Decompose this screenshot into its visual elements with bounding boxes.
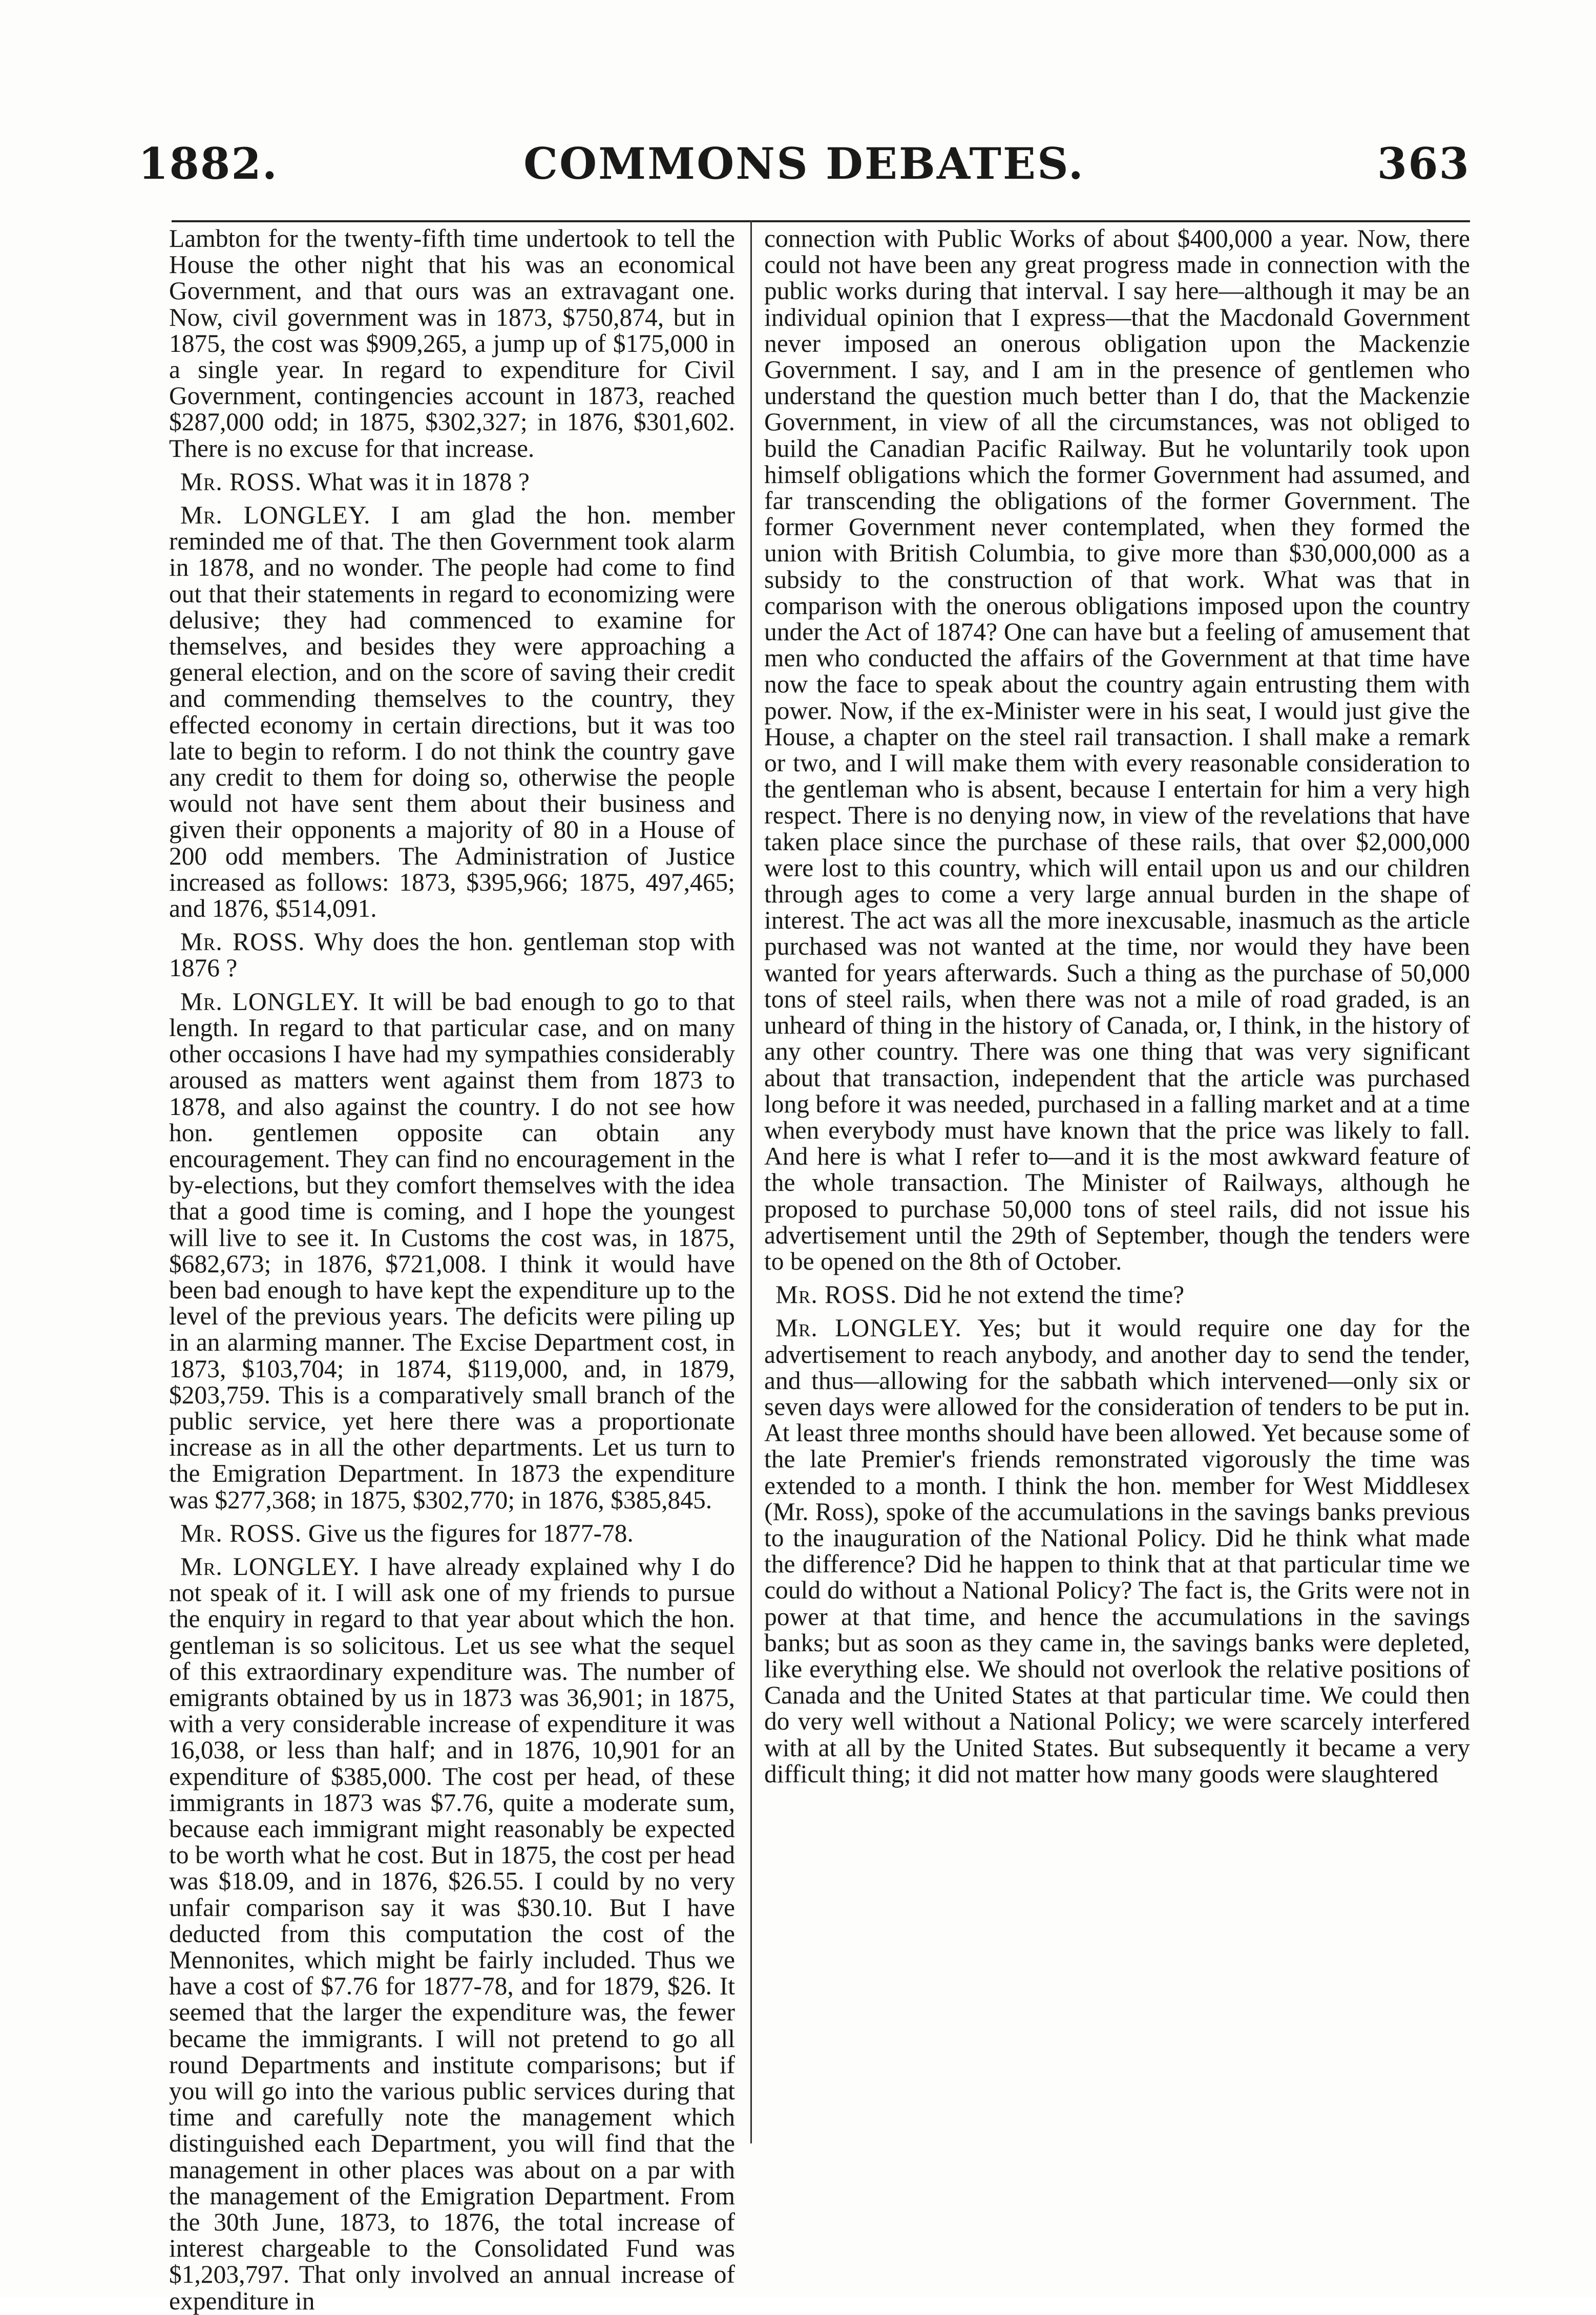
paragraph-text: Give us the figures for 1877-78. [308,1519,634,1547]
speaker-name: Mr. ROSS. [180,928,305,956]
paragraph-text: connection with Public Works of about $400,000 a year. Now, there could not have been any great progress made in connection with the public works during that interval. I say here—although it may be an individual opinion that I express—that the Macdonald Government never imposed an onerous obligation upon the Mackenzie Government. I say, and I am in the presence of gentlemen who understand the question much better than I do, that the Mackenzie Government, in view of all the circumstances, was not obliged to build the Canadian Pacific Railway. But he voluntarily took upon himself obligations which the former Government had assumed, and far transcending the obligations of the former Government. The former Government never contemplated, when they formed the union with British Columbia, to give more than $30,000,000 as a subsidy to the construction of that work. What was that in comparison with the onerous obligations imposed upon the country under the Act of 1874? One can have but a feeling of amusement that men who conducted the affairs of the Government at that time have now the face to speak about the country again entrusting them with power. Now, if the ex-Minister were in his seat, I would just give the House, a chapter on the steel rail transaction. I shall make a remark or two, and I will make them with every reasonable consideration to the gentleman who is absent, because I entertain for him a very high respect. There is no denying now, in view of the revelations that have taken place since the purchase of these rails, that over $2,000,000 were lost to this country, which will entail upon us and our children through ages to come a very large annual burden in the shape of interest. The act was all the more inexcusable, inasmuch as the article purchased was not wanted at the time, nor would they have been wanted for years afterwards. Such a thing as the purchase of 50,000 tons of steel rails, when there was not a mile of road graded, is an unheard of thing in the history of Canada, or, I think, in the history of any other country. There was one thing that was very significant about that transaction, independent that the article was purchased long before it was needed, purchased in a falling market and at a time when everybody must have known that the price was likely to fall. And here is what I refer to—and it is the most awkward feature of the whole transaction. The Minister of Railways, although he proposed to purchase 50,000 tons of steel rails, did not issue his advertisement until the 29th of September, though the tenders were to be opened on the 8th of October. [764,224,1470,1275]
header-year: 1882. [138,138,279,189]
header-title: COMMONS DEBATES. [523,138,1085,189]
paragraph [764,1281,1470,1308]
paragraph [169,1553,735,2314]
paragraph-text: Why does the hon. gentleman stop with 1876 ? [169,928,736,982]
speaker-name: Mr. ROSS. [180,1519,302,1547]
speaker-name: Mr. ROSS. [180,467,302,496]
paragraph-text: Yes; but it would require one day for the advertisement to reach anybody, and another day to send the tender, and thus—allowing for the sabbath which intervened—only six or seven days were allowed for the consideration of tenders to be put in. At least three months should have been allowed. Yet because some of the late Premier's friends remonstrated vigorously the time was extended to a month. I think the hon. member for West Middlesex (Mr. Ross), spoke of the accumulations in the savings banks previous to the inauguration of the National Policy. Did he think what made the difference? Did he happen to think that at that particular time we could do without a National Policy? The fact is, the Grits were not in power at that time, and hence the accumulations in the savings banks; but as soon as they came in, the savings banks were depleted, like everything else. We should not overlook the relative positions of Canada and the United States at that particular time. We could then do very well without a National Policy; we were scarcely interfered with at all by the United States. But subsequently it became a very difficult thing; it did not matter how many goods were slaughtered [764,1314,1470,1788]
paragraph [169,1520,735,1546]
paragraph [169,469,735,495]
paragraph [764,225,1470,1274]
right-column [764,225,1470,1787]
left-column [169,225,735,2314]
column-divider [750,220,752,2143]
paragraph [169,929,735,981]
header-rule [172,220,1470,222]
paragraph-text: I have already explained why I do not speak of it. I will ask one of my friends to pursue the enquiry in regard to that year about which the hon. gentleman is so solicitous. Let us see what the sequel of this extraordinary expenditure was. The number of emigrants obtained by us in 1873 was 36,901; in 1875, with a very considerable increase of expenditure it was 16,038, or less than half; and in 1876, 10,901 for an expenditure of $385,000. The cost per head, of these immigrants in 1873 was $7.76, quite a moderate sum, because each immigrant might reasonably be expected to be worth what he cost. But in 1875, the cost per head was $18.09, and in 1876, $26.55. I could by no very unfair comparison say it was $30.10. But I have deducted from this computation the cost of the Mennonites, which might be fairly included. Thus we have a cost of $7.76 for 1877-78, and for 1879, $26. It seemed that the larger the expenditure was, the fewer became the immigrants. I will not pretend to go all round Departments and institute comparisons; but if you will go into the various public services during that time and carefully note the management which distinguished each Department, you will find that the management in other places was about on a par with the management of the Emigration Department. From the 30th June, 1873, to 1876, the total increase of interest chargeable to the Consolidated Fund was $1,203,797. That only involved an annual increase of expenditure in [169,1552,735,2315]
speaker-name: Mr. LONGLEY. [180,1552,360,1581]
page-header [138,138,1470,200]
speaker-name: Mr. LONGLEY. [180,501,371,530]
header-page-number: 363 [1377,138,1470,189]
paragraph-text: Did he not extend the time? [903,1280,1185,1309]
paragraph [169,502,735,921]
paragraph-text: It will be bad enough to go to that length. In regard to that particular case, and on many other occasions I have had my sympathies considerably aroused as matters went against them from 1873 to 1878, and also against the country. I do not see how hon. gentlemen opposite can obtain any encouragement. They can find no encouragement in the by-elections, but they comfort themselves with the idea that a good time is coming, and I hope the youngest will live to see it. In Customs the cost was, in 1875, $682,673; in 1876, $721,008. I think it would have been bad enough to have kept the expenditure up to the level of the previous years. The deficits were piling up in an alarming manner. The Excise Department cost, in 1873, $103,704; in 1874, $119,000, and, in 1879, $203,759. This is a comparatively small branch of the public service, yet here there was a proportionate increase as in all the other departments. Let us turn to the Emigration Department. In 1873 the expenditure was $277,368; in 1875, $302,770; in 1876, $385,845. [169,987,735,1514]
speaker-name: Mr. LONGLEY. [180,987,360,1016]
speaker-name: Mr. LONGLEY. [775,1314,962,1342]
paragraph-text: Lambton for the twenty-fifth time undertook to tell the House the other night that his was an economical Government, and that ours was an extravagant one. Now, civil government was in 1873, $750,874, but in 1875, the cost was $909,265, a jump up of $175,000 in a single year. In regard to expenditure for Civil Government, contingencies account in 1873, reached $287,000 odd; in 1875, $302,327; in 1876, $301,602. There is no excuse for that increase. [169,224,735,462]
paragraph [169,225,735,461]
speaker-name: Mr. ROSS. [775,1280,897,1309]
paragraph-text: I am glad the hon. member reminded me of that. The then Government took alarm in 1878, and no wonder. The people had come to find out that their statements in regard to economizing were delusive; they had commenced to examine for themselves, and besides they were approaching a general election, and on the score of saving their credit and commending themselves to the country, they effected economy in certain directions, but it was too late to begin to reform. I do not think the country gave any credit to them for doing so, otherwise the people would not have sent them about their business and given their opponents a majority of 80 in a House of 200 odd members. The Administration of Justice increased as follows: 1873, $395,966; 1875, 497,465; and 1876, $514,091. [169,501,735,923]
paragraph [169,988,735,1513]
paragraph [764,1315,1470,1787]
paragraph-text: What was it in 1878 ? [307,467,530,496]
